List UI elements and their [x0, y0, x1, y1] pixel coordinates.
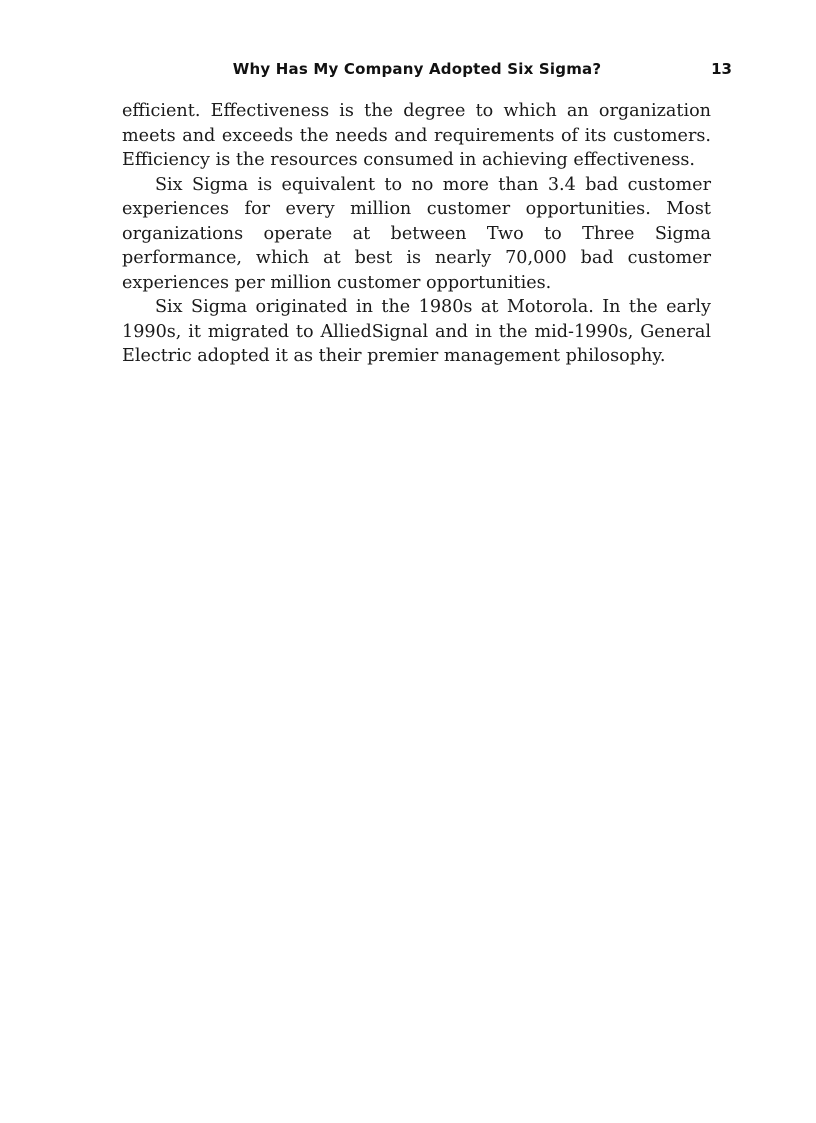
paragraph-six-sigma-definition: Six Sigma is equivalent to no more than 3.4 bad customer experiences for every million customer opportunities. Most organizations operate at between Two to Three Sigma performance, which at best is nearly 70,000 bad customer experiences per million customer opportunities. — [122, 174, 711, 293]
paragraph-six-sigma-origin: Six Sigma originated in the 1980s at Motorola. In the early 1990s, it migrated to AlliedSignal and in the mid-1990s, General Electric adopted it as their premier management philosophy. — [122, 297, 711, 366]
body-text — [122, 99, 711, 369]
running-title: Why Has My Company Adopted Six Sigma? — [232, 60, 602, 78]
page-number: 13 — [711, 60, 732, 78]
paragraph-continuation: efficient. Effectiveness is the degree to which an organization meets and exceeds the needs and requirements of its customers. Efficiency is the resources consumed in achieving effectiveness. — [122, 101, 711, 170]
running-header — [122, 60, 732, 84]
